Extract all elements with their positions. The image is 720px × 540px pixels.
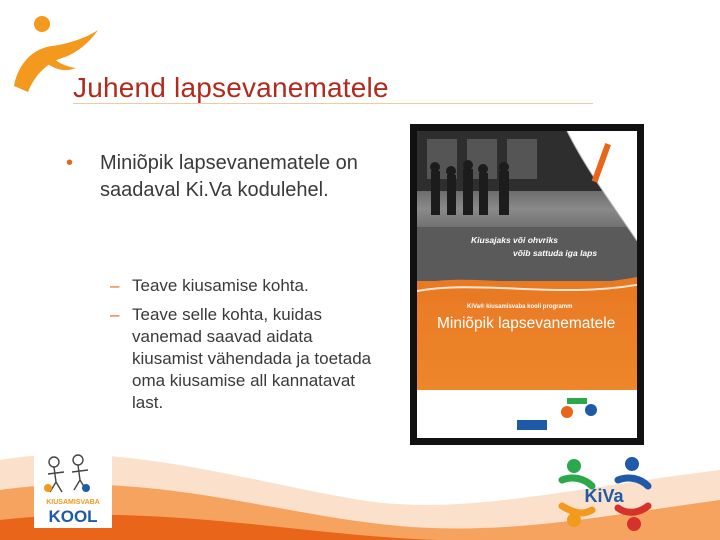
- booklet-tagline: Kiusajaks või ohvriks: [471, 235, 558, 245]
- bullet-text: Miniõpik lapsevanematele on saadaval Ki.Va kodulehel.: [100, 152, 358, 201]
- sub-point: [110, 275, 380, 297]
- main-bullet: [66, 150, 396, 204]
- sub-point-marker: –: [110, 305, 120, 324]
- sub-point-text: Teave selle kohta, kuidas vanemad saavad aidata kiusamist vähendada ja toetada oma kiusamise all kannatavat last.: [132, 305, 372, 412]
- booklet-cover-image: [410, 124, 644, 445]
- kiusamisvaba-kool-logo: [34, 448, 112, 528]
- booklet-kicker: KiVa® kiusamisvaba kooli programm: [467, 304, 573, 310]
- kool-logo-top-text: KIUSAMISVABA: [46, 499, 100, 506]
- kiva-logo-text: KiVa: [584, 486, 624, 506]
- sub-point-marker: –: [110, 276, 120, 295]
- booklet-title: Miniõpik lapsevanematele: [437, 315, 616, 332]
- page-peel-icon: [547, 131, 637, 241]
- kiva-logo: [552, 450, 656, 540]
- kool-logo-bottom-text: KOOL: [48, 507, 98, 526]
- title-divider: [73, 103, 593, 104]
- booklet-wave: [417, 267, 637, 301]
- sub-point-text: Teave kiusamise kohta.: [132, 276, 309, 295]
- slide-title: Juhend lapsevanematele: [73, 72, 389, 103]
- bullet-marker: •: [66, 152, 74, 174]
- sub-point: [110, 304, 380, 414]
- booklet-tagline: võib sattuda iga laps: [513, 248, 598, 258]
